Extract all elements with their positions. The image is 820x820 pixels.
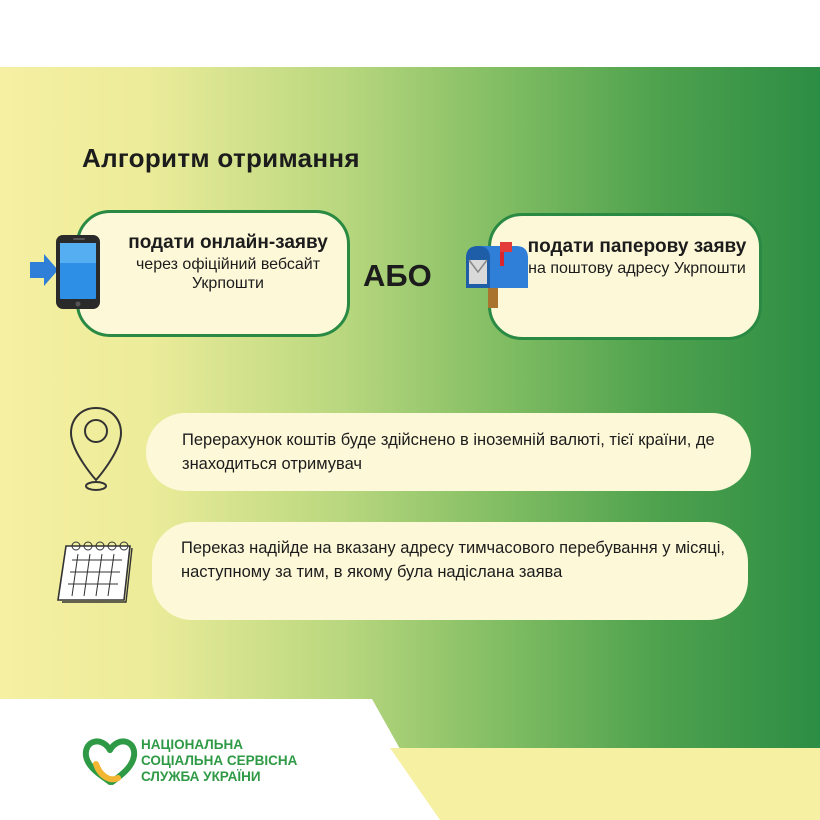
logo-text [141, 737, 297, 785]
online-application-card [76, 210, 350, 337]
nssu-logo-icon [82, 734, 138, 786]
info-item-text: Переказ надійде на вказану адресу тимчасового перебування у місяці, наступному за тим, в якому була надіслана заява [181, 539, 725, 581]
or-separator: АБО [363, 258, 432, 293]
location-pin-icon [68, 404, 124, 494]
online-application-subtext: через офіційний вебсайт Укрпошти [135, 256, 321, 292]
footer-yellow-panel [390, 748, 820, 820]
logo-line-2: СОЦІАЛЬНА СЕРВІСНА [141, 753, 298, 768]
mailbox-icon [458, 238, 534, 310]
online-application-heading: подати онлайн-заяву [128, 232, 328, 253]
logo-line-3: СЛУЖБА УКРАЇНИ [141, 769, 261, 784]
paper-application-subtext: на поштову адресу Укрпошти [528, 260, 746, 277]
page-title: Алгоритм отримання [82, 143, 360, 173]
info-item-text: Перерахунок коштів буде здійснено в іноземній валюті, тієї країни, де знаходиться отримувач [182, 431, 715, 473]
info-item [152, 522, 748, 620]
calendar-icon [52, 540, 136, 604]
paper-application-heading: подати паперову заяву [527, 236, 747, 257]
mobile-phone-icon [28, 232, 104, 310]
info-item [146, 413, 751, 491]
logo-line-1: НАЦІОНАЛЬНА [141, 737, 243, 752]
